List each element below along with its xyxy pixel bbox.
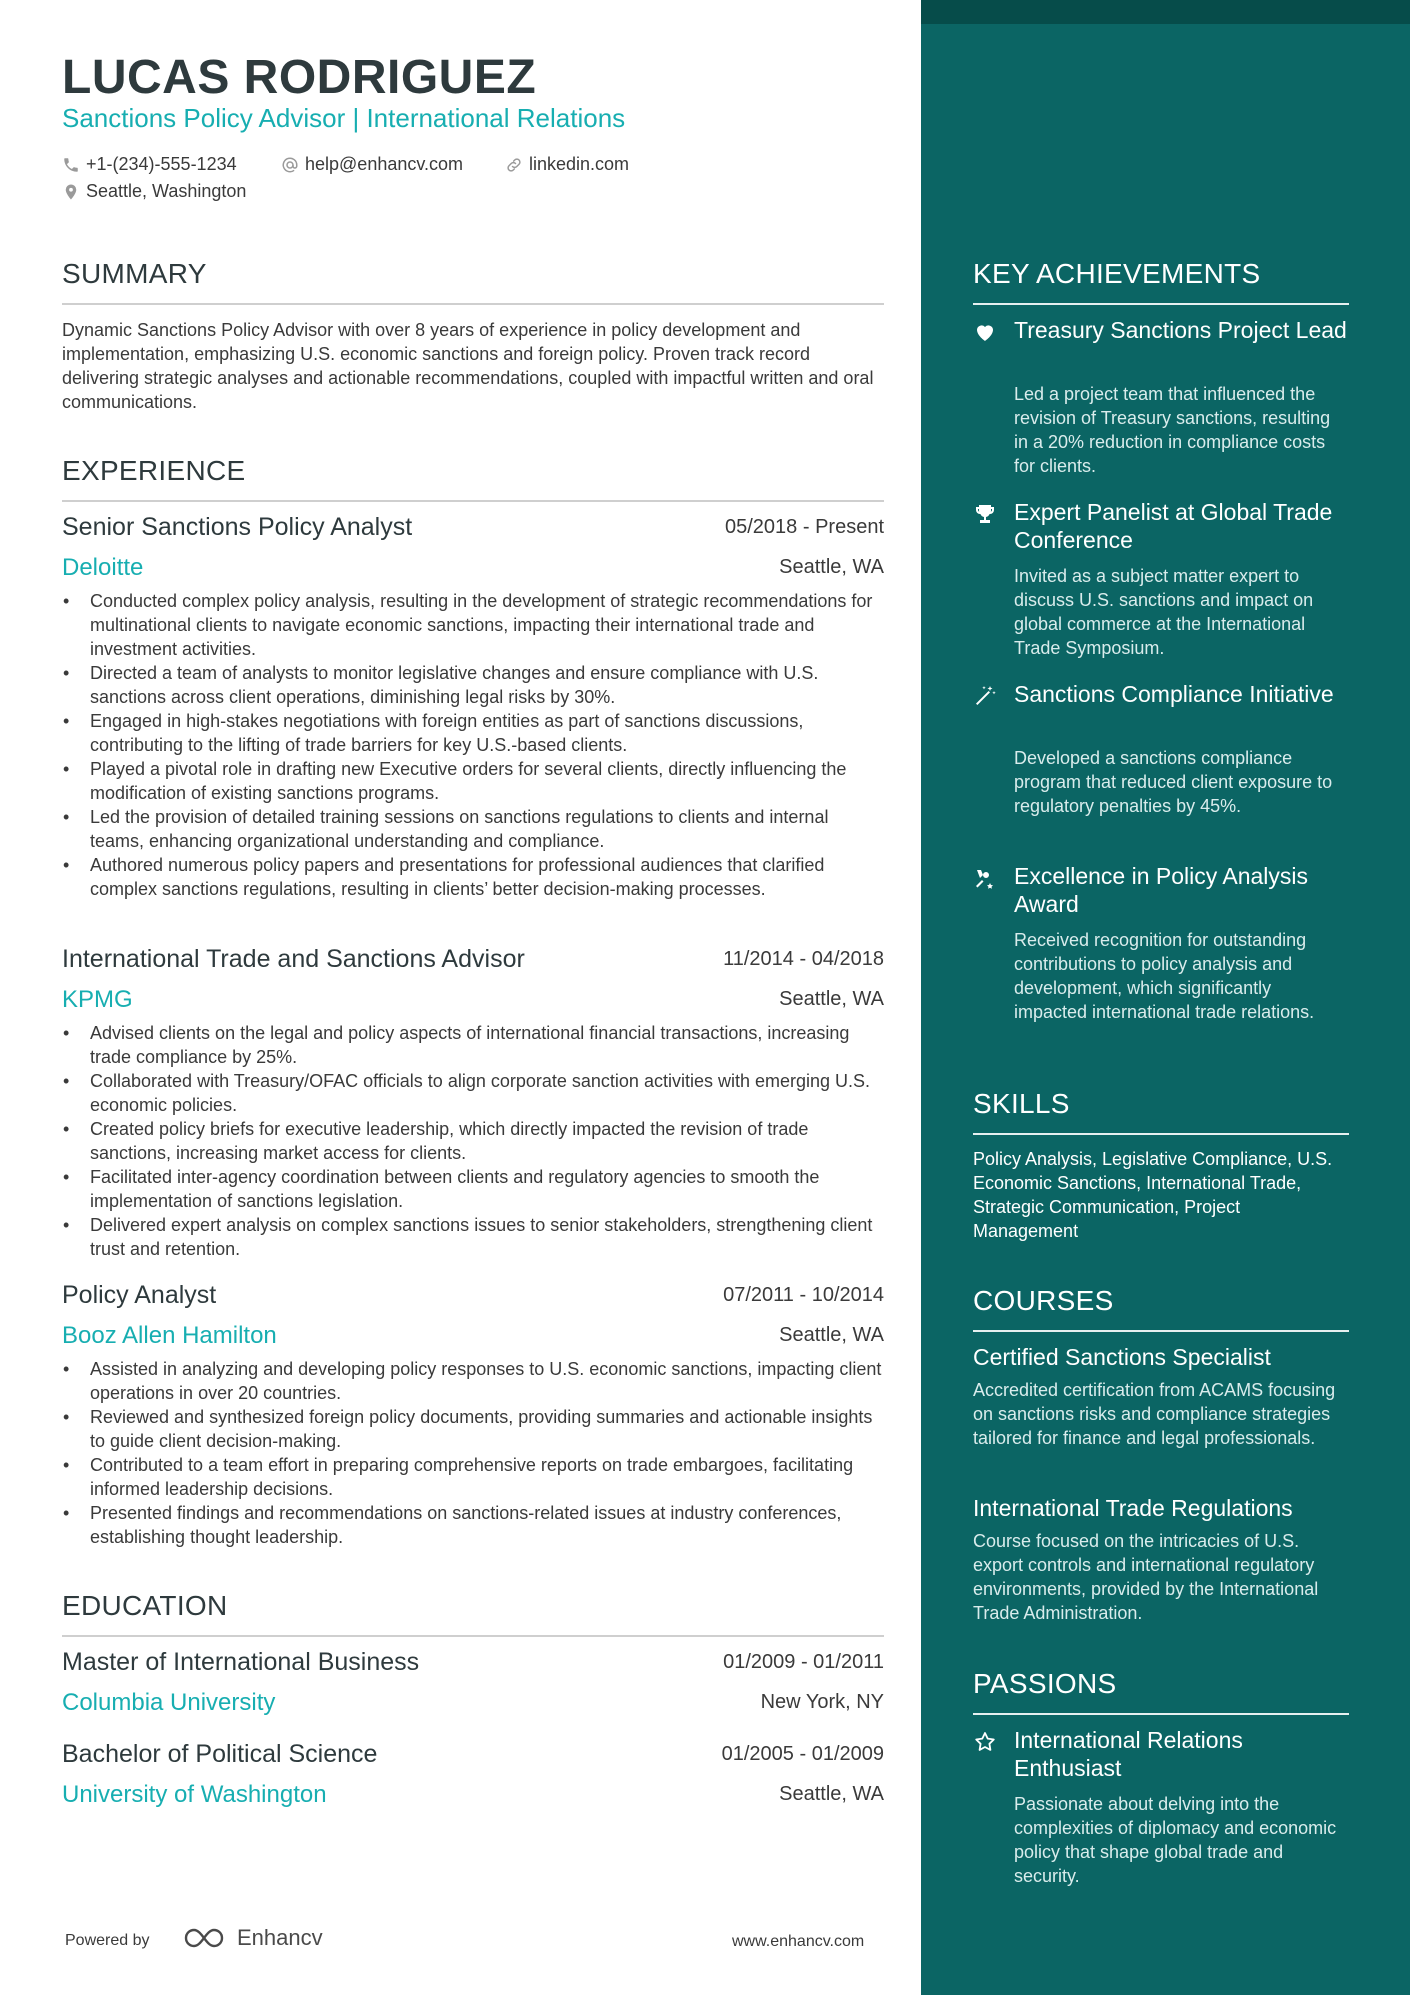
list-item: • Created policy briefs for executive leadership, which directly impacted the revision of trade sanctions, increasing market access for clients.	[62, 1117, 884, 1165]
achievement-description: Invited as a subject matter expert to discuss U.S. sanctions and impact on global commerce at the International Trade Symposium.	[1014, 566, 1314, 658]
course-title: Certified Sanctions Specialist	[973, 1344, 1271, 1370]
list-item: • Conducted complex policy analysis, resulting in the development of strategic recommendations for multinational clients to navigate economic sanctions, impacting their international trade and investment activities.	[62, 589, 884, 661]
achievements-heading: KEY ACHIEVEMENTS	[973, 258, 1261, 289]
phone-icon	[62, 156, 80, 174]
summary-divider	[62, 303, 884, 305]
school-name: University of Washington	[62, 1781, 327, 1808]
job-dates: 07/2011 - 10/2014	[723, 1284, 884, 1306]
skills-text: Policy Analysis, Legislative Compliance, U.S. Economic Sanctions, International Trade, Strategic Communication, Project Management	[973, 1149, 1333, 1241]
job-bullets	[62, 589, 884, 901]
job-company: KPMG	[62, 986, 133, 1013]
job-company: Booz Allen Hamilton	[62, 1322, 277, 1349]
education-heading: EDUCATION	[62, 1590, 228, 1621]
candidate-name: LUCAS RODRIGUEZ	[62, 51, 537, 104]
list-item: • Collaborated with Treasury/OFAC officials to align corporate sanction activities with emerging U.S. economic policies.	[62, 1069, 884, 1117]
list-item: • Directed a team of analysts to monitor legislative changes and ensure compliance with U.S. sanctions across client operations, diminishing legal risks by 30%.	[62, 661, 884, 709]
achievement-title: Expert Panelist at Global Trade Conference	[1014, 499, 1333, 553]
list-item: • Assisted in analyzing and developing policy responses to U.S. economic sanctions, impacting client operations in over 20 countries.	[62, 1357, 884, 1405]
sidebar-top-band	[921, 0, 1410, 24]
list-item: • Advised clients on the legal and policy aspects of international financial transactions, increasing trade compliance by 25%.	[62, 1021, 884, 1069]
degree-title: Master of International Business	[62, 1648, 420, 1676]
list-item: • Contributed to a team effort in preparing comprehensive reports on trade embargoes, facilitating informed leadership decisions.	[62, 1453, 884, 1501]
footer-powered-by: Powered by	[65, 1932, 150, 1949]
contact-phone[interactable]	[62, 154, 237, 175]
education-divider	[62, 1635, 884, 1637]
passion-description: Passionate about delving into the complexities of diplomacy and economic policy that shape global trade and security.	[1014, 1794, 1337, 1886]
list-item: • Presented findings and recommendations on sanctions-related issues at industry conferences, establishing thought leadership.	[62, 1501, 884, 1549]
list-item: • Played a pivotal role in drafting new Executive orders for several clients, directly influencing the modification of existing sanctions programs.	[62, 757, 884, 805]
job-location: Seattle, WA	[779, 556, 884, 578]
achievements-divider	[973, 303, 1349, 305]
contact-email[interactable]	[281, 154, 463, 175]
course-description: Course focused on the intricacies of U.S. export controls and international regulatory environments, provided by the International Trade Administration.	[973, 1531, 1319, 1623]
job-bullets	[62, 1021, 884, 1261]
achievement-description: Led a project team that influenced the revision of Treasury sanctions, resulting in a 20% reduction in compliance costs for clients.	[1014, 384, 1331, 476]
passions-divider	[973, 1713, 1349, 1715]
enhancv-logo[interactable]	[183, 1925, 323, 1951]
contact-linkedin[interactable]	[505, 154, 629, 175]
school-location: New York, NY	[760, 1691, 884, 1713]
course-description: Accredited certification from ACAMS focusing on sanctions risks and compliance strategies tailored for finance and legal professionals.	[973, 1380, 1336, 1448]
location-text: Seattle, Washington	[86, 181, 247, 201]
link-icon	[505, 156, 523, 174]
list-item: • Led the provision of detailed training sessions on sanctions regulations to clients and internal teams, enhancing organizational understanding and compliance.	[62, 805, 884, 853]
linkedin-text: linkedin.com	[529, 154, 630, 174]
passions-heading: PASSIONS	[973, 1668, 1117, 1699]
education-dates: 01/2009 - 01/2011	[723, 1651, 884, 1673]
list-item: • Delivered expert analysis on complex sanctions issues to senior stakeholders, strengthening client trust and retention.	[62, 1213, 884, 1261]
courses-heading: COURSES	[973, 1285, 1114, 1316]
job-location: Seattle, WA	[779, 988, 884, 1010]
list-item: • Authored numerous policy papers and presentations for professional audiences that clarified complex sanctions regulations, resulting in clients’ better decision-making processes.	[62, 853, 884, 901]
experience-heading: EXPERIENCE	[62, 455, 246, 486]
enhancv-mark-icon	[183, 1926, 229, 1950]
skills-divider	[973, 1133, 1349, 1135]
award-icon	[973, 866, 997, 890]
achievement-title: Excellence in Policy Analysis Award	[1014, 863, 1309, 917]
magic-wand-icon	[973, 684, 997, 708]
achievement-description: Developed a sanctions compliance program that reduced client exposure to regulatory penalties by 45%.	[1014, 748, 1333, 816]
experience-divider	[62, 500, 884, 502]
job-dates: 11/2014 - 04/2018	[723, 948, 884, 970]
summary-text: Dynamic Sanctions Policy Advisor with over 8 years of experience in policy development and implementation, emphasizing U.S. economic sanctions and foreign policy. Proven track record delivering strategic analyses and actionable recommendations, coupled with impactful written and oral communications.	[62, 320, 874, 412]
at-icon	[281, 156, 299, 174]
job-location: Seattle, WA	[779, 1324, 884, 1346]
achievement-title: Treasury Sanctions Project Lead	[1014, 317, 1347, 343]
achievement-title: Sanctions Compliance Initiative	[1014, 681, 1334, 707]
footer-url-link[interactable]: www.enhancv.com	[732, 1933, 865, 1950]
list-item: • Engaged in high-stakes negotiations with foreign entities as part of sanctions discussions, contributing to the lifting of trade barriers for key U.S.-based clients.	[62, 709, 884, 757]
enhancv-brand-text: Enhancv	[237, 1925, 323, 1950]
map-pin-icon	[62, 183, 80, 201]
course-title: International Trade Regulations	[973, 1495, 1293, 1521]
degree-title: Bachelor of Political Science	[62, 1740, 378, 1768]
school-location: Seattle, WA	[779, 1783, 884, 1805]
job-company: Deloitte	[62, 554, 144, 581]
summary-heading: SUMMARY	[62, 258, 207, 289]
email-text: help@enhancv.com	[305, 154, 464, 174]
job-dates: 05/2018 - Present	[725, 516, 884, 538]
passion-title: International Relations Enthusiast	[1014, 1727, 1243, 1781]
list-item: • Reviewed and synthesized foreign policy documents, providing summaries and actionable insights to guide client decision-making.	[62, 1405, 884, 1453]
achievement-description: Received recognition for outstanding contributions to policy analysis and development, which significantly impacted international trade relations.	[1014, 930, 1315, 1022]
job-title: International Trade and Sanctions Advisor	[62, 945, 525, 973]
job-title: Senior Sanctions Policy Analyst	[62, 513, 413, 541]
candidate-headline: Sanctions Policy Advisor | International Relations	[62, 103, 626, 133]
phone-text: +1-(234)-555-1234	[86, 154, 237, 174]
skills-heading: SKILLS	[973, 1088, 1070, 1119]
heart-icon	[973, 320, 997, 344]
star-icon	[973, 1730, 997, 1754]
contact-location	[62, 181, 246, 202]
education-dates: 01/2005 - 01/2009	[721, 1743, 884, 1765]
trophy-icon	[973, 502, 997, 526]
school-name: Columbia University	[62, 1689, 276, 1716]
courses-divider	[973, 1330, 1349, 1332]
list-item: • Facilitated inter-agency coordination between clients and regulatory agencies to smooth the implementation of sanctions legislation.	[62, 1165, 884, 1213]
job-title: Policy Analyst	[62, 1281, 217, 1309]
job-bullets	[62, 1357, 884, 1549]
